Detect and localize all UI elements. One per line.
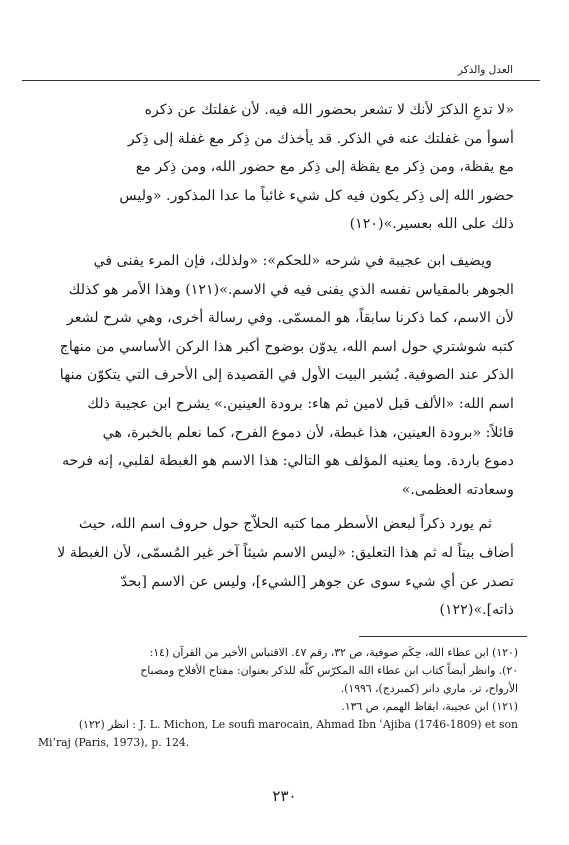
footnote-122: [38, 716, 518, 752]
paragraph-2: [38, 247, 514, 504]
footnote-line: (١٢٠) ابن عطاء الله، حِكَم صوفية، ص ٣٢، رقم ٤٧. الاقتباس الأخير من القرآن (١٤:: [149, 646, 518, 659]
header-divider: [22, 80, 540, 81]
text-line: مع يقظة، ومن ذِكر مع يقظة إلى ذِكر مع حضور الله، ومن ذِكر مع: [135, 159, 514, 176]
footnote-line: ٢٠). وانظر أيضاً كتاب ابن عطاء الله المكرّس كلّه للذكر بعنوان: مفتاح الأفلاح ومصباح: [140, 664, 518, 677]
paragraph-3: [38, 510, 514, 624]
main-text: [38, 96, 514, 625]
text-line: «لا تدعِ الذكرَ لأنك لا تشعر بحضور الله فيه. لأن غفلتك عن ذكره: [144, 102, 514, 118]
footnote-121: [38, 698, 518, 716]
text-line: ذلك على الله بعسير.»(١٢٠): [349, 216, 514, 233]
footnote-120: [38, 644, 518, 698]
footnote-line: (١٢١) ابن عجيبة، ايقاظ الهمم، ص ١٣٦.: [341, 700, 518, 713]
page-number: ٢٣٠: [272, 787, 297, 805]
text-line: دموع باردة. وما يعنيه المؤلف هو التالي: هذا الاسم هو الغبطة لقلبي، إنه فرحه: [62, 453, 514, 470]
text-line: ويضيف ابن عجيبة في شرحه «للحكم»: «ولذلك، فإن المرء يفنى في: [93, 252, 492, 269]
text-line: أسوأ من غفلتك عنه في الذكر. قد يأخذك من ذِكر مع غفلة إلى ذِكر: [127, 130, 514, 147]
text-line: أضاف بيتاً له ثم هذا التعليق: «ليس الاسم شيئاً آخر غير المُسمّى، لأن الغبطة لا: [57, 544, 514, 561]
text-line: حضور الله إلى ذِكر يكون فيه كل شيء غائباً ما عدا المذكور. «وليس: [119, 187, 514, 204]
text-line: كتبه شوشتري حول اسم الله، يدوّن بوضوح أكبر هذا الركن الأساسي من منهاج: [59, 338, 514, 355]
text-line: تصدر عن أي شيء سوى عن جوهر [الشيء]، وليس عن الاسم [بحدّ: [120, 573, 514, 590]
text-line: الجوهر بالمقياس نفسه الذي يفنى فيه في الاسم.»(١٢١) وهذا الأمر هو كذلك: [68, 281, 514, 298]
running-header: العدل والذكر: [457, 64, 513, 76]
footnote-line: Mi’raj (Paris, 1973), p. 124.: [38, 736, 190, 749]
footnote-line: J. L. Michon, Le soufi marocain, Ahmad Ibn ʿAjiba (1746-1809) et son : انظر (١٢٢): [78, 718, 518, 731]
footnotes: [38, 644, 518, 752]
text-line: قائلاً: «برودة العينين، هذا غبطة، لأن دموع الفرح، كما نعلم بالخبرة، هي: [102, 424, 514, 441]
footnote-divider: [359, 636, 527, 637]
footnote-line: الأرواح، تر. ماري دانر (كمبردج)، ١٩٩٦).: [340, 682, 518, 695]
text-line: اسم الله: «الألف قبل لامين ثم هاء: برودة العينين.» يشرح ابن عجيبة ذلك: [87, 395, 514, 412]
paragraph-1: [38, 96, 514, 239]
text-line: ثم يورد ذكراً لبعض الأسطر مما كتبه الحلاّج حول حروف اسم الله، حيث: [78, 516, 492, 533]
text-line: ذاته].»(١٢٢): [439, 602, 514, 619]
text-line: الذكر عند الصوفية. يُشير البيت الأول في القصيدة إلى الأحرف التي يتكوّن منها: [59, 367, 514, 384]
text-line: وسعادته العظمى.»: [401, 481, 514, 498]
text-line: لأن الاسم، كما ذكرنا سابقاً، هو المسمّى. وفي رسالة أخرى، وهي شرح لشعر: [66, 310, 514, 327]
